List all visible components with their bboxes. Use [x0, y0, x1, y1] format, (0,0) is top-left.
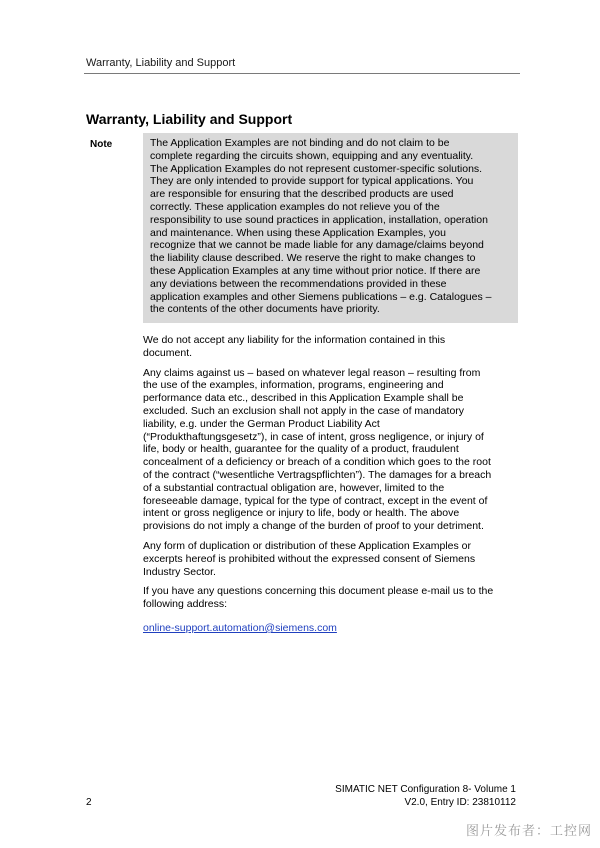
paragraph-contact: If you have any questions concerning this document please e-mail us to the following address: — [143, 585, 494, 611]
body-text — [143, 334, 523, 636]
paragraph-liability: We do not accept any liability for the information contained in this document. — [143, 334, 446, 359]
note-text: The Application Examples are not binding and do not claim to be complete regarding the circuits shown, equipping and any eventuality. The Application Examples do not represent customer-specific solutions. They are only intended to provide support for typical applications. You are responsible for ensuring that the described products are used correctly. These application examples do not relieve you of the responsibility to use sound practices in application, installation, operation and maintenance. When using these Application Examples, you recognize that we cannot be made liable for any damage/claims beyond the liability clause described. We reserve the right to make changes to these Application Examples at any time without prior notice. If there are any deviations between the recommendations provided in these application examples and other Siemens publications – e.g. Catalogues – the contents of the other documents have priority. — [150, 137, 492, 316]
page-number: 2 — [86, 797, 92, 808]
footer-doc-version: V2.0, Entry ID: 23810112 — [404, 796, 516, 808]
paragraph-duplication: Any form of duplication or distribution of these Application Examples or excerpts hereof is prohibited without the expressed consent of Siemens Industry Sector. — [143, 539, 476, 578]
header-divider — [84, 73, 520, 74]
note-label: Note — [90, 139, 113, 150]
publisher-watermark: 图片发布者：工控网 — [465, 823, 592, 838]
page-title: Warranty, Liability and Support — [86, 111, 293, 127]
running-header: Warranty, Liability and Support — [86, 57, 236, 69]
paragraph-claims: Any claims against us – based on whatever legal reason – resulting from the use of the examples, information, programs, engineering and performance data etc., described in this Application Example shall be excluded. Such an exclusion shall not apply in the case of mandatory liability, e.g. under the German Product Liability Act (“Produkthaftungsgesetz”), in case of intent, gross negligence, or injury of life, body or health, guarantee for the quality of a product, fraudulent concealment of a deficiency or breach of a condition which goes to the root of the contract (“wesentliche Vertragspflichten”). The damages for a breach of a substantial contractual obligation are, however, limited to the foreseeable damage, typical for the type of contract, except in the event of intent or gross negligence or injury to life, body or health. The above provisions do not imply a change of the burden of proof to your detriment. — [143, 366, 492, 533]
support-email-link[interactable]: online-support.automation@siemens.com — [143, 621, 337, 634]
footer-document-info — [335, 784, 516, 809]
footer-doc-title: SIMATIC NET Configuration 8- Volume 1 — [335, 784, 516, 795]
note-box — [143, 133, 518, 323]
